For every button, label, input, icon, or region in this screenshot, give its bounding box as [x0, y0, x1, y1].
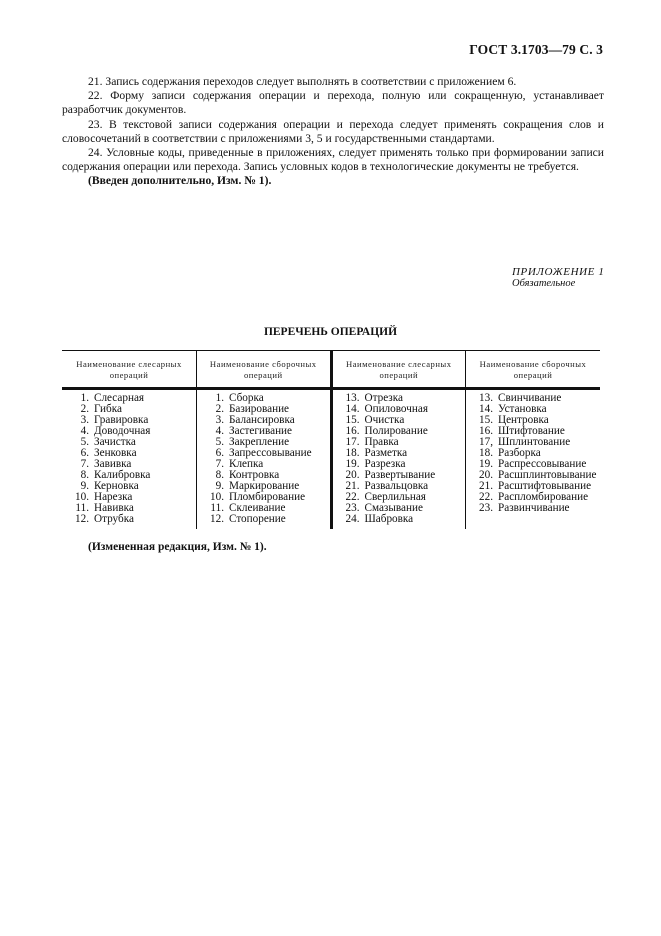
item-number: 23. — [479, 502, 493, 514]
item-label: Сборка — [229, 392, 264, 404]
column-3 — [331, 389, 466, 530]
item-number: 24. — [345, 513, 360, 525]
item-number: 23. — [345, 502, 360, 514]
item-label: Разборка — [498, 447, 541, 459]
paragraph-22: 22. Форму записи содержания операции и перехода, полную или сокращенную, устанавливает разработчик документов. — [62, 89, 604, 117]
item-number: 8. — [80, 469, 89, 481]
item-number: 18. — [479, 447, 493, 459]
item-number: 7. — [215, 458, 224, 470]
list-item — [203, 514, 330, 525]
item-label: Навивка — [94, 502, 134, 514]
item-label: Завивка — [94, 458, 132, 470]
paragraph-24: 24. Условные коды, приведенные в приложениях, следует применять только при формировании записи содержания операции или перехода. Запись условных кодов в технологические документы не требуется. — [62, 146, 604, 174]
column-2 — [197, 389, 332, 530]
item-number: 12. — [210, 513, 224, 525]
item-number: 12. — [75, 513, 89, 525]
item-number: 13. — [479, 392, 493, 404]
item-label: Калибровка — [94, 469, 151, 481]
item-number: 5. — [80, 436, 89, 448]
item-number: 1. — [215, 392, 224, 404]
header-col-3: Наименование слесарных операций — [331, 351, 466, 389]
list-item — [68, 514, 196, 525]
item-number: 7. — [80, 458, 89, 470]
item-label: Контровка — [229, 469, 280, 481]
item-label: Запрессовывание — [229, 447, 312, 459]
item-label: Керновка — [94, 480, 139, 492]
item-label: Распломбирование — [498, 491, 589, 503]
item-number: 17. — [345, 436, 360, 448]
item-label: Клепка — [229, 458, 264, 470]
item-number: 4. — [215, 425, 224, 437]
item-number: 9. — [80, 480, 89, 492]
item-label: Установка — [498, 403, 547, 415]
header-col-4: Наименование сборочных операций — [466, 351, 601, 389]
item-number: 14. — [345, 403, 360, 415]
item-number: 4. — [80, 425, 89, 437]
page-header: ГОСТ 3.1703—79 С. 3 — [469, 42, 603, 57]
item-number: 3. — [80, 414, 89, 426]
item-number: 22. — [345, 491, 360, 503]
item-number: 10. — [75, 491, 89, 503]
header-col-2: Наименование сборочных операций — [197, 351, 332, 389]
item-label: Зенковка — [94, 447, 137, 459]
item-number: 17, — [479, 436, 493, 448]
amendment-note: (Введен дополнительно, Изм. № 1). — [88, 174, 272, 188]
item-label: Гравировка — [94, 414, 149, 426]
item-label: Расштифтовывание — [498, 480, 592, 492]
item-label: Нарезка — [94, 491, 133, 503]
item-label: Свинчивание — [498, 392, 562, 404]
item-label: Полирование — [364, 425, 428, 437]
table-header-row — [62, 351, 600, 389]
item-label: Распрессовывание — [498, 458, 587, 470]
item-number: 21. — [479, 480, 493, 492]
item-number: 18. — [345, 447, 360, 459]
item-label: Расшплинтовывание — [498, 469, 597, 481]
item-label: Стопорение — [229, 513, 286, 525]
item-number: 16. — [345, 425, 360, 437]
operations-table — [62, 350, 600, 529]
item-label: Смазывание — [364, 502, 423, 514]
appendix-title: ПРИЛОЖЕНИЕ 1 — [512, 266, 605, 278]
item-label: Отрубка — [94, 513, 134, 525]
item-label: Застегивание — [229, 425, 293, 437]
body-text — [62, 75, 604, 189]
item-number: 1. — [80, 392, 89, 404]
item-number: 14. — [479, 403, 493, 415]
item-number: 21. — [345, 480, 360, 492]
item-label: Правка — [364, 436, 399, 448]
item-number: 11. — [75, 502, 89, 514]
item-number: 9. — [215, 480, 224, 492]
item-number: 5. — [215, 436, 224, 448]
item-number: 6. — [215, 447, 224, 459]
item-label: Слесарная — [94, 392, 145, 404]
paragraph-23: 23. В текстовой записи содержания операции и перехода следует применять сокращения слов и словосочетаний в соответствии с приложениями 3, 5 и государственными стандартами. — [62, 117, 604, 145]
item-label: Пломбирование — [229, 491, 306, 503]
item-number: 8. — [215, 469, 224, 481]
item-label: Шплинтование — [498, 436, 571, 448]
item-label: Закрепление — [229, 436, 290, 448]
item-label: Гибка — [94, 403, 122, 415]
item-label: Очистка — [364, 414, 405, 426]
column-1 — [62, 389, 197, 530]
item-label: Склеивание — [229, 502, 286, 514]
item-number: 19. — [345, 458, 360, 470]
item-label: Штифтование — [498, 425, 565, 437]
item-label: Шабровка — [364, 513, 414, 525]
table-title: ПЕРЕЧЕНЬ ОПЕРАЦИЙ — [263, 326, 398, 338]
item-label: Доводочная — [94, 425, 151, 437]
list-item — [472, 503, 600, 514]
revision-note: (Измененная редакция, Изм. № 1). — [88, 541, 267, 553]
item-label: Развертывание — [364, 469, 436, 481]
appendix-subtitle: Обязательное — [512, 278, 576, 289]
item-label: Сверлильная — [364, 491, 426, 503]
list-item — [339, 514, 466, 525]
header-col-1: Наименование слесарных операций — [62, 351, 197, 389]
paragraph-21: 21. Запись содержания переходов следует выполнять в соответствии с приложением 6. — [88, 75, 517, 88]
item-number: 6. — [80, 447, 89, 459]
item-number: 11. — [210, 502, 224, 514]
item-label: Маркирование — [229, 480, 300, 492]
item-number: 2. — [215, 403, 224, 415]
item-label: Опиловочная — [364, 403, 428, 415]
item-label: Развальцовка — [364, 480, 429, 492]
item-label: Балансировка — [229, 414, 295, 426]
item-number: 19. — [479, 458, 493, 470]
item-label: Разметка — [364, 447, 408, 459]
item-number: 20. — [479, 469, 493, 481]
item-label: Развинчивание — [498, 502, 570, 514]
item-number: 20. — [345, 469, 360, 481]
item-number: 15. — [345, 414, 360, 426]
column-4 — [466, 389, 601, 530]
item-number: 16. — [479, 425, 493, 437]
item-number: 22. — [479, 491, 493, 503]
appendix-label — [512, 266, 604, 290]
item-label: Базирование — [229, 403, 290, 415]
item-number: 13. — [345, 392, 360, 404]
table-body-row — [62, 389, 600, 530]
item-label: Отрезка — [364, 392, 403, 404]
item-label: Зачистка — [94, 436, 136, 448]
item-number: 10. — [210, 491, 224, 503]
item-number: 2. — [80, 403, 89, 415]
item-number: 15. — [479, 414, 493, 426]
item-label: Разрезка — [364, 458, 406, 470]
item-label: Центровка — [498, 414, 549, 426]
item-number: 3. — [215, 414, 224, 426]
